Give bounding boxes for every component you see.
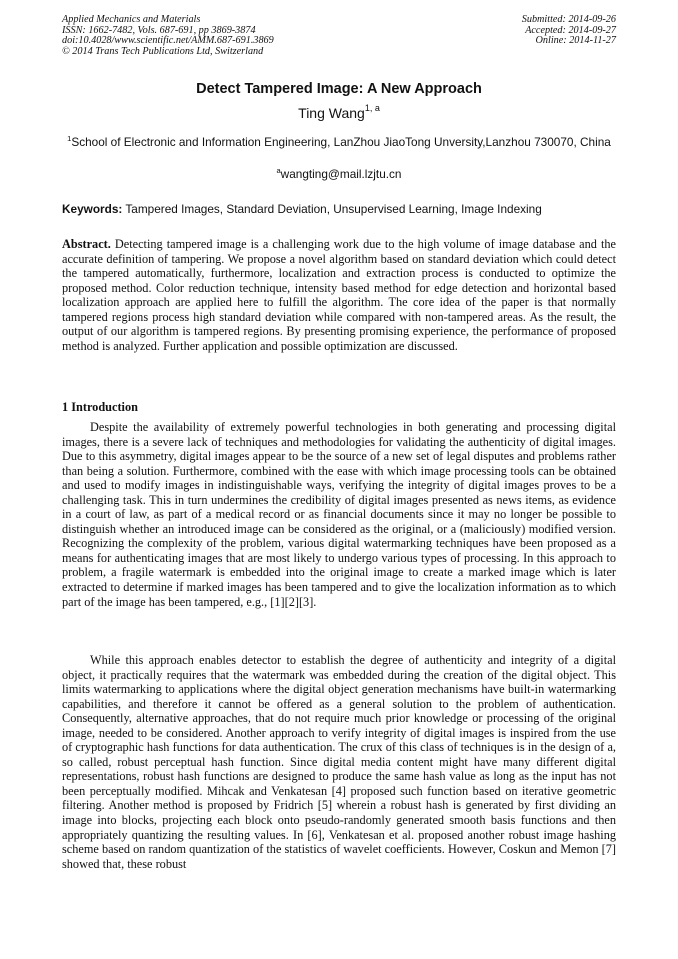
keywords [62, 202, 616, 216]
abstract [62, 237, 616, 353]
journal-name: Applied Mechanics and Materials [62, 14, 201, 25]
author-mark: 1, a [364, 103, 380, 113]
intro-paragraph-2: While this approach enables detector to establish the degree of authenticity and integrity of a digital object, it practically requires that the watermark was embedded during the creation of the digital object. This limits watermarking to applications where the digital object generation mechanisms have built-in watermarking capabilities, and therefore it cannot be offered as a general solution to the problem of authentication. Consequently, alternative approaches, that do not require much prior knowledge or processing of the original image, needed to be considered. Another approach to verify integrity of digital images is inspired from the use of cryptographic hash functions for data authentication. The crux of this class of techniques is in the design of a, so called, robust perceptual hash function. Since digital media content might have many different digital representations, robust hash functions are designed to produce the same hash value as long as the input has not been perceptually modified. Mihcak and Venkatesan [4] proposed such function based on iterative geometric filtering. Another method is proposed by Fridrich [5] wherein a robust hash is generated by first dividing an image into blocks, projecting each block onto pseudo-randomly generated smooth basis functions and then appropriately quantizing the resulting values. In [6], Venkatesan et al. proposed another robust image hashing scheme based on random quantization of the statistics of wavelet coefficients. However, Coskun and Memon [7] showed that, these robust [62, 653, 616, 871]
copyright-line: © 2014 Trans Tech Publications Ltd, Switzerland [62, 45, 264, 57]
abstract-label: Abstract. [62, 237, 111, 251]
doi-line: doi:10.4028/www.scientific.net/AMM.687-691.3869 [62, 35, 274, 47]
accepted-date: Accepted: 2014-09-27 [525, 24, 616, 36]
paper-title: Detect Tampered Image: A New Approach [196, 81, 482, 97]
dates-header [522, 15, 616, 47]
email-mark: a [276, 166, 281, 175]
section-heading: 1 Introduction [62, 400, 138, 414]
online-date: Online: 2014-11-27 [535, 35, 616, 47]
keywords-text: Tampered Images, Standard Deviation, Unsupervised Learning, Image Indexing [122, 202, 542, 216]
issn-line: ISSN: 1662-7482, Vols. 687-691, pp 3869-3874 [62, 24, 256, 36]
author-line [0, 103, 678, 121]
intro-paragraph-1: Despite the availability of extremely powerful technologies in both generating and processing digital images, there is a severe lack of techniques and methodologies for validating the authenticity of digital images. Due to this asymmetry, digital images appear to be the source of a new set of legal disputes and problems rather than being a solution. Furthermore, combined with the ease with which image processing tools can be obtained and used to modify images in indistinguishable ways, verifying the integrity of digital images proves to be a challenging task. This in turn undermines the credibility of digital images presented as news items, as evidence in a court of law, as part of a medical record or as financial documents since it may no longer be possible to distinguish whether an introduced image can be considered as the original, or a (maliciously) modified version. Recognizing the complexity of the problem, various digital watermarking techniques have been proposed as a means for authenticating images that are most likely to undergo various types of processing. In this approach to problem, a fragile watermark is embedded into the original image to create a marked image which is later extracted to determine if marked images has been tampered and to give the localization information as to which part of the image has been tampered, e.g., [1][2][3]. [62, 420, 616, 609]
affiliation-mark: 1 [67, 134, 72, 143]
email-text: wangting@mail.lzjtu.cn [280, 167, 402, 181]
submitted-date: Submitted: 2014-09-26 [521, 14, 616, 25]
author-email [0, 166, 678, 181]
abstract-text: Detecting tampered image is a challenging work due to the high volume of image database and the accurate definition of tampering. We propose a novel algorithm based on standard deviation which could detect the tampered automatically, furthermore, localization and extraction process is conducted to optimize the proposed method. Color reduction technique, intensity based method for edge detection and horizontal based localization approach are applied here to fulfill the algorithm. The core idea of the paper is that normally tampered regions process high standard deviation while compared with non-tampered areas. As the result, the output of our algorithm is tampered regions. By presenting promising experience, the performance of proposed method is analyzed. Further application and possible optimization are discussed. [62, 237, 616, 353]
journal-header [62, 15, 274, 57]
author-name: Ting Wang [298, 105, 365, 121]
affiliation [62, 132, 616, 150]
keywords-label: Keywords: [62, 202, 123, 216]
affiliation-text: School of Electronic and Information Engineering, LanZhou JiaoTong Unversity,Lanzhou 730070, China [71, 135, 611, 149]
